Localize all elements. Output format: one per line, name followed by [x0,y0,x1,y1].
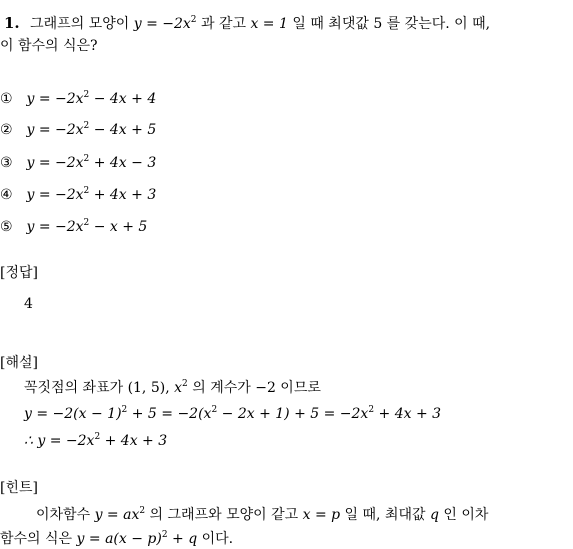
choice-1-formula: $y = -2x^2 - 4x + 4$ [26,90,157,107]
explanation-text-1b: 의 계수가 −2 이므로 [192,380,321,396]
hint-label: [힌트] [0,480,38,496]
question-formula-1: $y = -2x^2$ [133,15,197,32]
question-text-1d: 를 갖는다. 이 때, [386,16,491,32]
hint-formula-3: q [429,507,439,523]
explanation-line-3: ∴ $y = -2x^2 + 4x + 3$ [24,432,168,449]
question-text-1b: 과 같고 [200,16,246,32]
explanation-formula-1: $x^2$ [174,379,188,396]
choice-2[interactable] [0,121,156,139]
question-formula-2: x = 1 [250,16,288,32]
hint-line-1 [36,506,488,524]
choice-2-mark: ② [0,122,13,138]
answer-value: 4 [24,296,33,312]
choice-5-mark: ⑤ [0,219,13,235]
question-line-1 [4,14,490,33]
question-formula-3: 5 [373,16,383,32]
hint-text-1c: 일 때, 최대값 [344,507,426,523]
explanation-line-1 [24,379,321,397]
choice-2-formula: $y = -2x^2 - 4x + 5$ [26,121,157,138]
hint-text-2a: 함수의 식은 [0,531,73,547]
hint-text-1b: 의 그래프와 모양이 같고 [149,507,299,523]
choice-3[interactable] [0,154,156,172]
choice-4-formula: $y = -2x^2 + 4x + 3$ [26,186,157,203]
explanation-line-2: $y = -2(x - 1)^2 + 5 = -2(x^2 - 2x + 1) + 5 = -2x^2 + 4x + 3$ [24,405,442,422]
question-text-1a: 그래프의 모양이 [30,16,130,32]
hint-line-2 [0,530,233,548]
explanation-label: [해설] [0,355,38,371]
choice-4-mark: ④ [0,187,13,203]
choice-3-mark: ③ [0,155,13,171]
question-line-2: 이 함수의 식은? [0,38,98,54]
question-number: 1. [4,14,20,32]
answer-label: [정답] [0,265,38,281]
hint-text-1d: 인 이차 [443,507,489,523]
hint-formula-2: x = p [302,507,341,523]
choice-1[interactable] [0,90,156,108]
choice-5[interactable] [0,218,147,236]
choice-5-formula: $y = -2x^2 - x + 5$ [26,218,148,235]
hint-formula-1: $y = ax^2$ [94,506,146,523]
hint-text-1a: 이차함수 [36,507,91,523]
hint-text-2b: 이다. [201,531,234,547]
choice-4[interactable] [0,186,156,204]
choice-3-formula: $y = -2x^2 + 4x - 3$ [26,154,157,171]
question-text-1c: 일 때 최댓값 [292,16,369,32]
hint-formula-4: $y = a(x - p)^2 + q$ [76,530,198,547]
choice-1-mark: ① [0,91,13,107]
explanation-text-1a: 꼭짓점의 좌표가 (1, 5), [24,380,170,396]
